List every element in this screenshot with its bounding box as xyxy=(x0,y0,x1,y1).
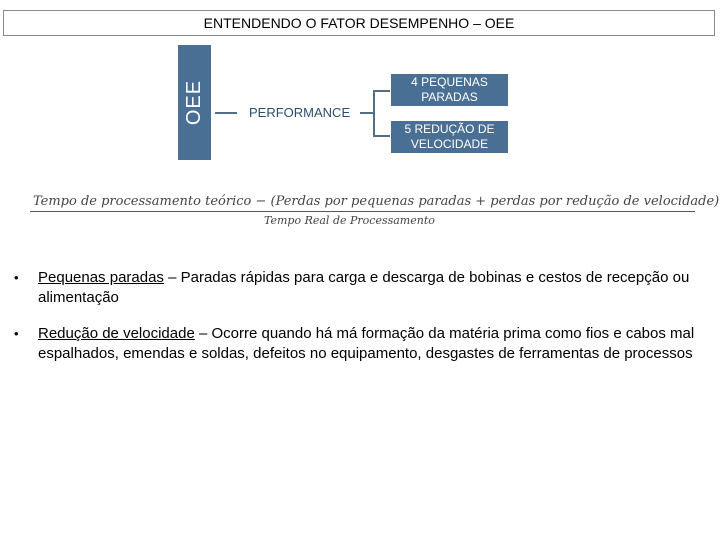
oee-root-box xyxy=(178,45,211,160)
bullet-dot-icon: • xyxy=(14,326,19,341)
bracket-bottom-arm xyxy=(373,135,390,137)
slide-title-text: ENTENDENDO O FATOR DESEMPENHO – OEE xyxy=(203,15,515,31)
bracket-vertical xyxy=(373,90,375,137)
bullet-list xyxy=(14,268,699,380)
slide-title xyxy=(3,10,715,36)
bullet-text: – Paradas rápidas para carga e descarga de bobinas e cestos de recepção ou alimentação xyxy=(38,269,690,306)
formula-numerator: Tempo de processamento teórico − (Perdas por pequenas paradas + perdas por redução de velocidade) xyxy=(33,194,720,209)
leaf-box-reducao-velocidade xyxy=(391,121,508,153)
formula-fraction-line xyxy=(30,211,695,212)
leaf-label-pequenas-paradas: 4 PEQUENAS PARADAS xyxy=(411,75,488,104)
connector-branch-bracket xyxy=(360,112,374,114)
bullet-pequenas-paradas xyxy=(14,268,699,308)
oee-performance-formula xyxy=(30,190,720,232)
performance-label: PERFORMANCE xyxy=(249,105,351,120)
leaf-box-pequenas-paradas xyxy=(391,74,508,106)
bullet-dot-icon: • xyxy=(14,270,19,285)
formula-denominator: Tempo Real de Processamento xyxy=(264,214,435,227)
leaf-label-reducao-velocidade: 5 REDUÇÃO DE VELOCIDADE xyxy=(404,122,495,151)
oee-root-label: OEE xyxy=(183,79,205,126)
bullet-term: Redução de velocidade xyxy=(38,325,195,342)
bullet-reducao-velocidade xyxy=(14,324,699,364)
bullet-term: Pequenas paradas xyxy=(38,269,164,286)
bracket-top-arm xyxy=(373,90,390,92)
connector-root-branch xyxy=(215,112,237,114)
bullet-text: – Ocorre quando há má formação da matéria prima como fios e cabos mal espalhados, emendas e soldas, defeitos no equipamento, desgastes de ferramentas de processos xyxy=(38,325,695,362)
